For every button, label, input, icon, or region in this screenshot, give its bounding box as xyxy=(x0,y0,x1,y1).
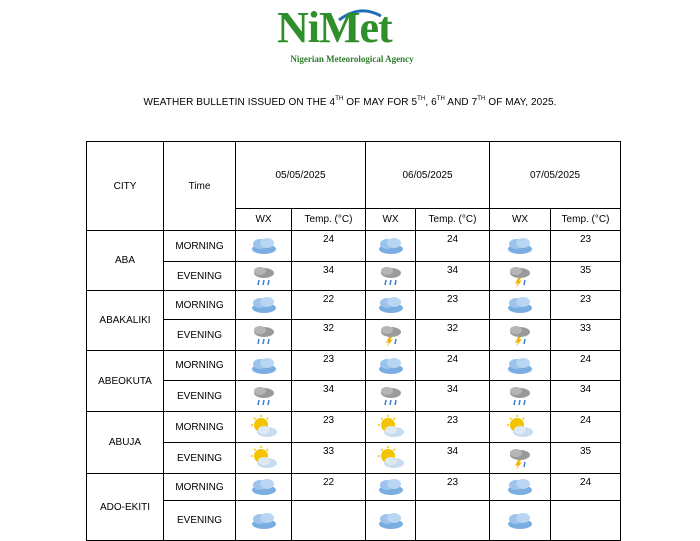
date-header: 05/05/2025 xyxy=(236,142,366,209)
temperature-cell: 23 xyxy=(551,291,621,320)
wx-header: WX xyxy=(490,209,551,231)
rain-icon xyxy=(250,391,278,402)
temperature-cell: 32 xyxy=(292,320,366,351)
thunderstorm-icon xyxy=(377,330,405,341)
cloudy-icon xyxy=(250,515,278,526)
date-header: 06/05/2025 xyxy=(366,142,490,209)
city-name: ABEOKUTA xyxy=(87,351,164,412)
weather-cell xyxy=(236,381,292,412)
table-row xyxy=(87,443,621,474)
table-row xyxy=(87,320,621,351)
rain-icon xyxy=(250,271,278,282)
temperature-cell: 24 xyxy=(292,231,366,262)
weather-table xyxy=(86,141,621,541)
temperature-cell xyxy=(416,501,490,541)
rain-icon xyxy=(250,330,278,341)
weather-cell xyxy=(366,351,416,381)
table-row xyxy=(87,351,621,381)
temp-header: Temp. (°C) xyxy=(416,209,490,231)
city-name: ABAKALIKI xyxy=(87,291,164,351)
temperature-cell: 33 xyxy=(292,443,366,474)
cloudy-icon xyxy=(377,360,405,371)
weather-cell xyxy=(490,291,551,320)
temperature-cell xyxy=(292,501,366,541)
weather-cell xyxy=(490,443,551,474)
rain-icon xyxy=(506,391,534,402)
bulletin-title: WEATHER BULLETIN ISSUED ON THE 4TH OF MAY FOR 5TH, 6TH AND 7TH OF MAY, 2025. xyxy=(143,96,557,108)
weather-cell xyxy=(490,320,551,351)
weather-cell xyxy=(490,231,551,262)
table-row xyxy=(87,291,621,320)
weather-cell xyxy=(236,474,292,501)
time-of-day: MORNING xyxy=(164,351,236,381)
thunderstorm-icon xyxy=(506,271,534,282)
time-of-day: MORNING xyxy=(164,291,236,320)
sunny-cloudy-icon xyxy=(506,422,534,433)
weather-cell xyxy=(366,231,416,262)
weather-cell xyxy=(490,381,551,412)
cloudy-icon xyxy=(250,241,278,252)
temperature-cell: 24 xyxy=(551,351,621,381)
temperature-cell: 23 xyxy=(416,291,490,320)
thunderstorm-icon xyxy=(506,330,534,341)
temperature-cell: 22 xyxy=(292,474,366,501)
time-of-day: EVENING xyxy=(164,381,236,412)
cloudy-icon xyxy=(506,300,534,311)
weather-cell xyxy=(236,412,292,443)
temperature-cell: 35 xyxy=(551,443,621,474)
city-name: ABUJA xyxy=(87,412,164,474)
weather-cell xyxy=(366,291,416,320)
weather-cell xyxy=(366,320,416,351)
temperature-cell: 23 xyxy=(551,231,621,262)
weather-cell xyxy=(236,320,292,351)
table-row xyxy=(87,381,621,412)
weather-cell xyxy=(490,351,551,381)
weather-cell xyxy=(236,351,292,381)
date-header: 07/05/2025 xyxy=(490,142,621,209)
weather-cell xyxy=(366,262,416,291)
temperature-cell xyxy=(551,501,621,541)
weather-cell xyxy=(366,412,416,443)
temperature-cell: 34 xyxy=(551,381,621,412)
temperature-cell: 34 xyxy=(416,381,490,412)
temperature-cell: 24 xyxy=(416,351,490,381)
cloudy-icon xyxy=(250,482,278,493)
temperature-cell: 34 xyxy=(416,262,490,291)
temperature-cell: 34 xyxy=(292,262,366,291)
table-row xyxy=(87,412,621,443)
time-of-day: EVENING xyxy=(164,501,236,541)
logo-wordmark: NiMet xyxy=(277,3,392,52)
weather-cell xyxy=(366,443,416,474)
cloudy-icon xyxy=(377,241,405,252)
cloudy-icon xyxy=(250,300,278,311)
weather-cell xyxy=(366,474,416,501)
rain-icon xyxy=(377,391,405,402)
time-of-day: EVENING xyxy=(164,443,236,474)
weather-cell xyxy=(236,291,292,320)
rain-icon xyxy=(377,271,405,282)
cloudy-icon xyxy=(506,482,534,493)
sunny-cloudy-icon xyxy=(377,453,405,464)
temperature-cell: 24 xyxy=(416,231,490,262)
temperature-cell: 34 xyxy=(416,443,490,474)
weather-cell xyxy=(490,474,551,501)
sunny-cloudy-icon xyxy=(377,422,405,433)
weather-cell xyxy=(490,501,551,541)
temperature-cell: 23 xyxy=(292,412,366,443)
temperature-cell: 23 xyxy=(416,474,490,501)
weather-cell xyxy=(236,443,292,474)
city-name: ADO-EKITI xyxy=(87,474,164,541)
temperature-cell: 32 xyxy=(416,320,490,351)
temperature-cell: 33 xyxy=(551,320,621,351)
weather-cell xyxy=(490,262,551,291)
temperature-cell: 34 xyxy=(292,381,366,412)
city-header: CITY xyxy=(87,142,164,231)
temperature-cell: 22 xyxy=(292,291,366,320)
table-row xyxy=(87,262,621,291)
wx-header: WX xyxy=(236,209,292,231)
sunny-cloudy-icon xyxy=(250,453,278,464)
temperature-cell: 24 xyxy=(551,474,621,501)
nimet-logo xyxy=(277,4,427,64)
cloudy-icon xyxy=(506,241,534,252)
weather-cell xyxy=(236,231,292,262)
thunderstorm-icon xyxy=(506,453,534,464)
time-of-day: EVENING xyxy=(164,262,236,291)
cloudy-icon xyxy=(377,300,405,311)
cloudy-icon xyxy=(377,482,405,493)
cloudy-icon xyxy=(250,360,278,371)
temperature-cell: 35 xyxy=(551,262,621,291)
time-of-day: MORNING xyxy=(164,412,236,443)
sunny-cloudy-icon xyxy=(250,422,278,433)
cloudy-icon xyxy=(506,515,534,526)
logo-agency-name: Nigerian Meteorological Agency xyxy=(290,54,414,64)
temperature-cell: 23 xyxy=(416,412,490,443)
weather-cell xyxy=(366,501,416,541)
time-of-day: EVENING xyxy=(164,320,236,351)
table-row xyxy=(87,501,621,541)
wx-header: WX xyxy=(366,209,416,231)
time-of-day: MORNING xyxy=(164,474,236,501)
time-header: Time xyxy=(164,142,236,231)
weather-cell xyxy=(490,412,551,443)
weather-cell xyxy=(366,381,416,412)
temperature-cell: 23 xyxy=(292,351,366,381)
table-row xyxy=(87,474,621,501)
city-name: ABA xyxy=(87,231,164,291)
table-row xyxy=(87,231,621,262)
weather-cell xyxy=(236,501,292,541)
temperature-cell: 24 xyxy=(551,412,621,443)
temp-header: Temp. (°C) xyxy=(551,209,621,231)
time-of-day: MORNING xyxy=(164,231,236,262)
weather-cell xyxy=(236,262,292,291)
temp-header: Temp. (°C) xyxy=(292,209,366,231)
cloudy-icon xyxy=(377,515,405,526)
cloudy-icon xyxy=(506,360,534,371)
